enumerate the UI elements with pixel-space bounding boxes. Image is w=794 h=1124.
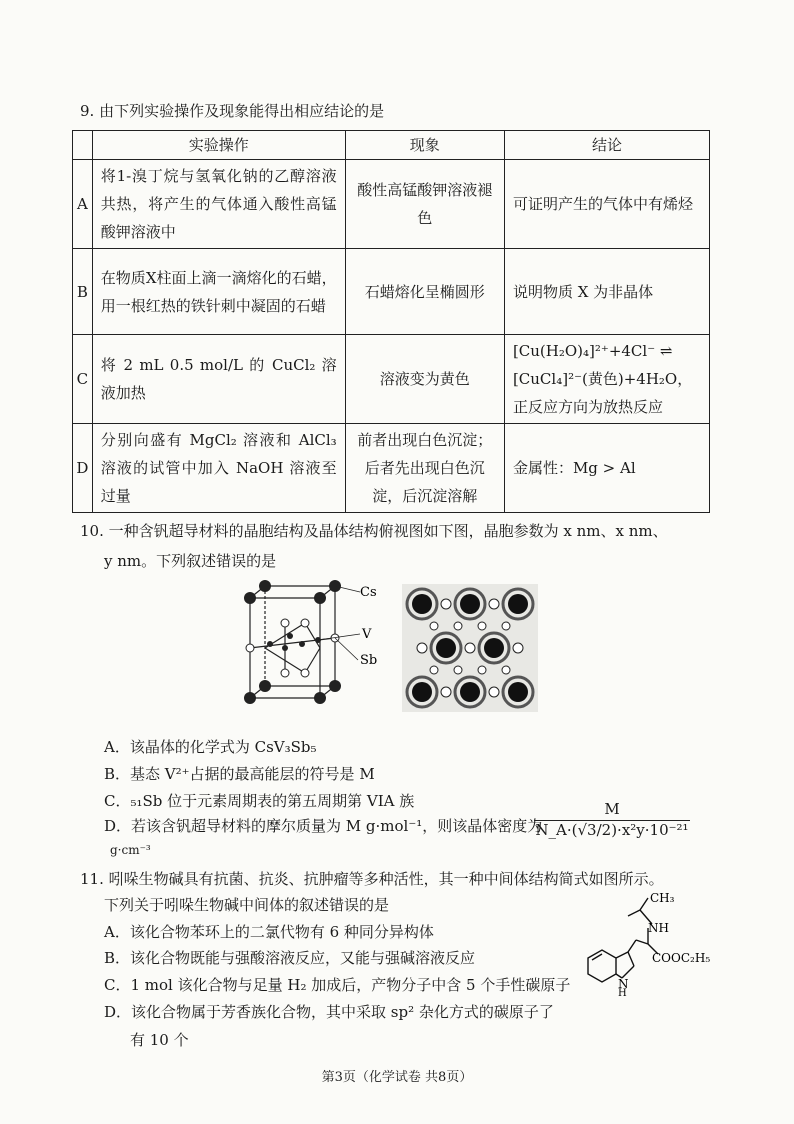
table-header-row (73, 131, 710, 160)
row-label: D (73, 424, 93, 513)
q11-option-d-cont: 有 10 个 (130, 1031, 189, 1049)
h-label: H (618, 988, 627, 996)
header-phenomenon: 现象 (345, 131, 504, 160)
row-conclusion: 可证明产生的气体中有烯烃 (504, 160, 709, 249)
sb-label: Sb (360, 653, 378, 668)
table-row (73, 335, 710, 424)
v-label: V (362, 627, 372, 642)
page-footer: 第3页（化学试卷 共8页） (321, 1070, 473, 1085)
q10-option-b: B．基态 V²⁺占据的最高能层的符号是 M (104, 765, 375, 783)
formula-denominator: N_A·(√3/2)·x²y·10⁻²¹ (535, 821, 689, 839)
nh-label: NH (648, 921, 669, 935)
indole-structure-figure (574, 888, 720, 996)
ester-label: COOC₂H₅ (652, 951, 711, 965)
row-operation: 在物质X柱面上滴一滴熔化的石蜡，用一根红热的铁针刺中凝固的石蜡 (92, 249, 345, 335)
table-row (73, 160, 710, 249)
row-conclusion: 说明物质 X 为非晶体 (504, 249, 709, 335)
ch3-label: CH₃ (650, 891, 675, 905)
row-label: B (73, 249, 93, 335)
q10-line1: 10. 一种含钒超导材料的晶胞结构及晶体结构俯视图如下图，晶胞参数为 x nm、x nm、 (80, 522, 668, 540)
q10-line2: y nm。下列叙述错误的是 (104, 552, 277, 570)
q11-line2: 下列关于吲哚生物碱中间体的叙述错误的是 (104, 896, 390, 914)
sb-atoms (246, 619, 339, 677)
q11-option-b: B．该化合物既能与强酸溶液反应，又能与强碱溶液反应 (104, 949, 476, 967)
q11-option-c: C．1 mol 该化合物与足量 H₂ 加成后，产物分子中含 5 个手性碳原子 (104, 976, 571, 994)
top-view-diagram (402, 584, 538, 712)
header-operation: 实验操作 (92, 131, 345, 160)
row-phenomenon: 石蜡熔化呈椭圆形 (345, 249, 504, 335)
row-conclusion: 金属性：Mg > Al (504, 424, 709, 513)
crystal-structure-figure (230, 578, 550, 718)
q10-unit: g·cm⁻³ (110, 843, 151, 857)
row-operation: 将 2 mL 0.5 mol/L 的 CuCl₂ 溶液加热 (92, 335, 345, 424)
formula-numerator: M (604, 800, 620, 818)
row-label: C (73, 335, 93, 424)
row-operation: 分别向盛有 MgCl₂ 溶液和 AlCl₃ 溶液的试管中加入 NaOH 溶液至过量 (92, 424, 345, 513)
q11-line1: 11. 吲哚生物碱具有抗菌、抗炎、抗肿瘤等多种活性，其一种中间体结构简式如图所示。 (80, 870, 664, 888)
n-label: N (618, 977, 629, 991)
q9-title: 9. 由下列实验操作及现象能得出相应结论的是 (80, 102, 385, 120)
header-cell (73, 131, 93, 160)
q11-option-a: A．该化合物苯环上的二氯代物有 6 种同分异构体 (104, 923, 434, 941)
table-row (73, 424, 710, 513)
row-phenomenon: 酸性高锰酸钾溶液褪色 (345, 160, 504, 249)
row-phenomenon: 前者出现白色沉淀；后者先出现白色沉淀，后沉淀溶解 (345, 424, 504, 513)
row-label: A (73, 160, 93, 249)
header-conclusion: 结论 (504, 131, 709, 160)
row-conclusion: [Cu(H₂O)₄]²⁺+4Cl⁻ ⇌ [CuCl₄]²⁻(黄色)+4H₂O，正反应方向为放热反应 (504, 335, 709, 424)
row-phenomenon: 溶液变为黄色 (345, 335, 504, 424)
cs-label: Cs (360, 585, 377, 600)
table-row (73, 249, 710, 335)
q11-option-d: D．该化合物属于芳香族化合物，其中采取 sp² 杂化方式的碳原子了 (104, 1003, 554, 1021)
q10-option-a: A．该晶体的化学式为 CsV₃Sb₅ (104, 738, 317, 756)
experiment-table (72, 130, 710, 513)
row-operation: 将1-溴丁烷与氢氧化钠的乙醇溶液共热，将产生的气体通入酸性高锰酸钾溶液中 (92, 160, 345, 249)
q10-option-d: D．若该含钒超导材料的摩尔质量为 M g·mol⁻¹，则该晶体密度为 (104, 817, 543, 835)
q10-option-c: C．₅₁Sb 位于元素周期表的第五周期第 VIA 族 (104, 792, 415, 810)
density-formula (534, 800, 690, 839)
